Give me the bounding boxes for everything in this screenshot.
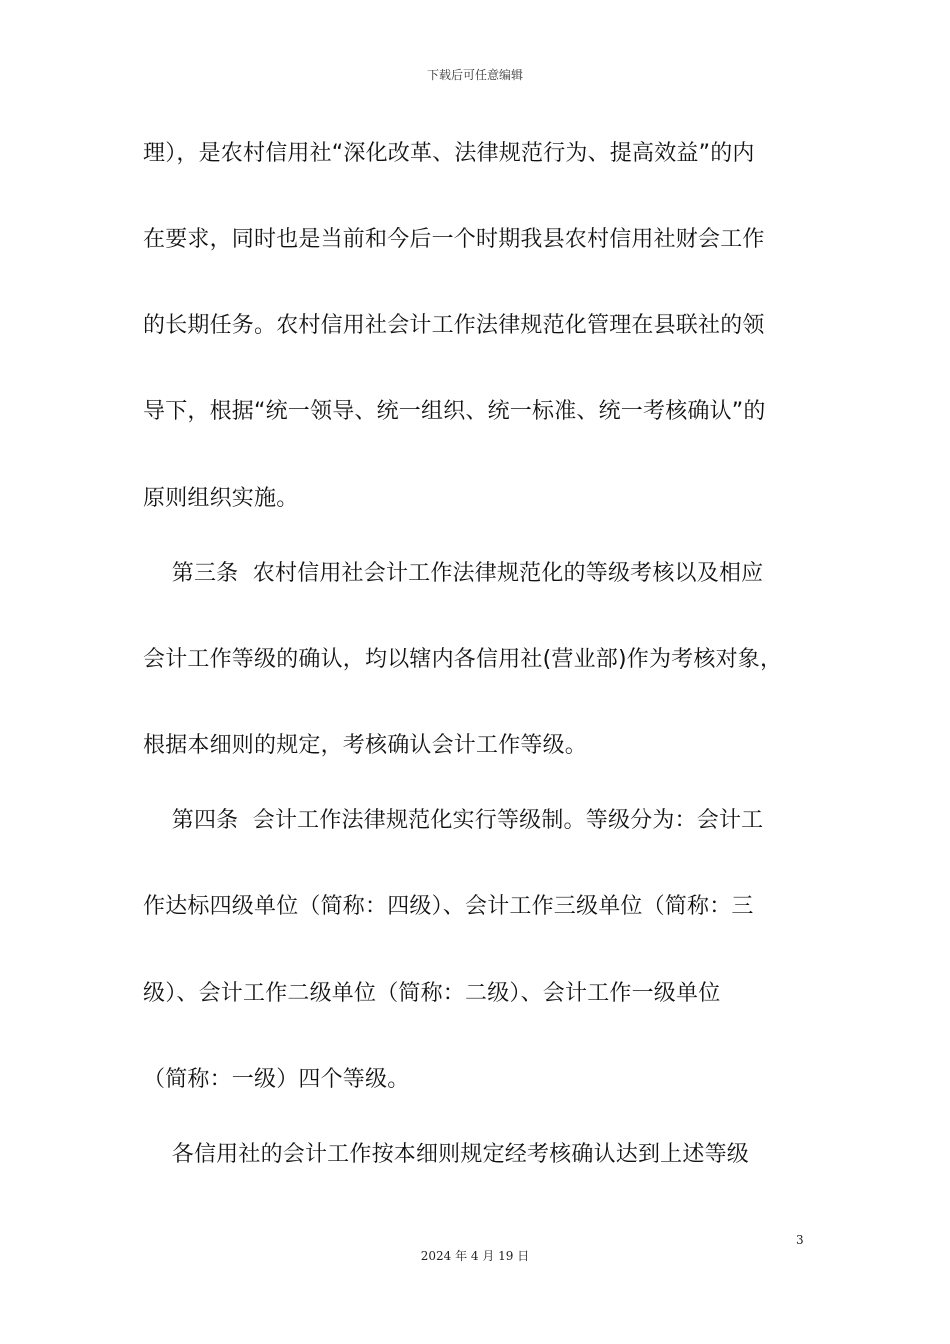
body-line-2: 在要求，同时也是当前和今后一个时期我县农村信用社财会工作 bbox=[143, 227, 765, 252]
body-line-5: 原则组织实施。 bbox=[143, 486, 299, 511]
article-3-line-1: 第三条 农村信用社会计工作法律规范化的等级考核以及相应 bbox=[143, 561, 764, 586]
article-3-line-2: 会计工作等级的确认，均以辖内各信用社(营业部)作为考核对象， bbox=[143, 647, 783, 672]
page-footer-date: 2024 年 4 月 19 日 bbox=[420, 1249, 530, 1263]
article-4-line-1: 第四条 会计工作法律规范化实行等级制。等级分为：会计工 bbox=[143, 808, 764, 833]
body-line-4: 导下，根据“统一领导、统一组织、统一标准、统一考核确认”的 bbox=[143, 399, 766, 424]
body-line-3: 的长期任务。农村信用社会计工作法律规范化管理在县联社的领 bbox=[143, 313, 765, 338]
page-header: 下载后可任意编辑 bbox=[426, 68, 523, 82]
article-4-line-2: 作达标四级单位（简称：四级）、会计工作三级单位（简称：三 bbox=[143, 894, 754, 919]
page-number: 3 bbox=[796, 1233, 804, 1247]
paragraph-line-1: 各信用社的会计工作按本细则规定经考核确认达到上述等级 bbox=[143, 1142, 749, 1167]
article-3-line-3: 根据本细则的规定，考核确认会计工作等级。 bbox=[143, 733, 588, 758]
article-4-line-3: 级）、会计工作二级单位（简称：二级）、会计工作一级单位 bbox=[143, 981, 721, 1006]
article-4-line-4: （简称：一级）四个等级。 bbox=[143, 1067, 410, 1092]
body-line-1: 理），是农村信用社“深化改革、法律规范行为、提高效益”的内 bbox=[143, 141, 755, 166]
